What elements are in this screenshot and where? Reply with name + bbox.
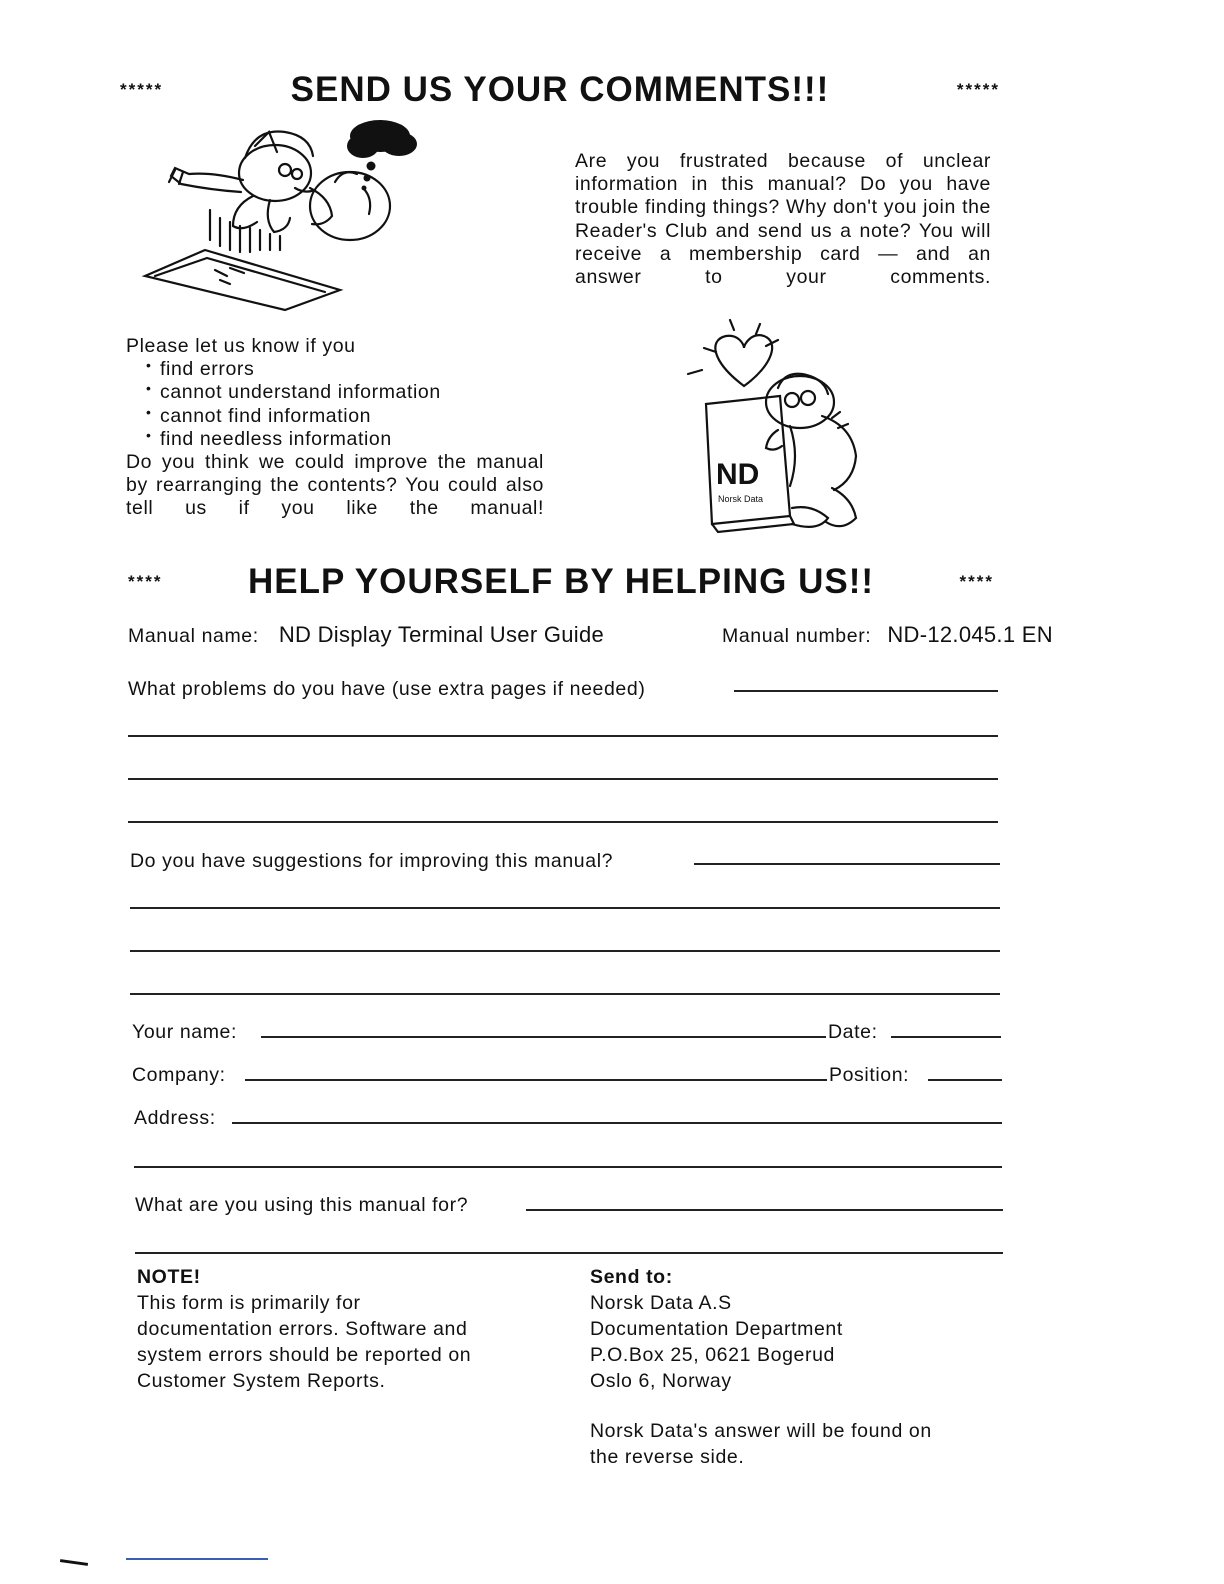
suggestions-field-line-3[interactable] bbox=[130, 950, 1000, 952]
send-to-line: Norsk Data A.S bbox=[590, 1292, 732, 1314]
book-logo-sub: Norsk Data bbox=[718, 494, 764, 504]
manual-name-label: Manual name: bbox=[128, 625, 259, 647]
using-for-field-line-1[interactable] bbox=[526, 1209, 1003, 1211]
your-name-label: Your name: bbox=[132, 1021, 238, 1043]
header-stars-right: ***** bbox=[956, 80, 1000, 99]
suggestions-label: Do you have suggestions for improving this manual? bbox=[130, 850, 614, 872]
list-item: • cannot understand information bbox=[160, 381, 544, 404]
problems-field-line-2[interactable] bbox=[128, 735, 998, 737]
heart-manual-illustration bbox=[682, 318, 892, 546]
let-us-know-section bbox=[126, 335, 544, 521]
let-us-know-follow: Do you think we could improve the manual by rearranging the contents? You could also tell us if you like the manual! bbox=[126, 451, 544, 520]
header-help-yourself bbox=[128, 560, 994, 604]
send-to-heading: Send to: bbox=[590, 1266, 673, 1288]
problems-field-line-3[interactable] bbox=[128, 778, 998, 780]
note-section bbox=[137, 1264, 567, 1394]
your-name-field[interactable] bbox=[261, 1036, 826, 1038]
suggestions-field-line-4[interactable] bbox=[130, 993, 1000, 995]
position-label: Position: bbox=[829, 1064, 910, 1086]
note-heading: NOTE! bbox=[137, 1266, 201, 1288]
page-title: SEND US YOUR COMMENTS!!! bbox=[290, 70, 830, 109]
header2-stars-right: **** bbox=[959, 572, 994, 591]
let-us-know-list bbox=[126, 358, 544, 451]
problems-field-line-4[interactable] bbox=[128, 821, 998, 823]
company-field[interactable] bbox=[245, 1079, 827, 1081]
address-field-line-2[interactable] bbox=[134, 1166, 1002, 1168]
section-title: HELP YOURSELF BY HELPING US!! bbox=[247, 562, 875, 601]
position-field[interactable] bbox=[928, 1079, 1002, 1081]
suggestions-field-line-1[interactable] bbox=[694, 863, 1000, 865]
manual-number-row bbox=[722, 622, 1053, 648]
cut-mark-line bbox=[126, 1558, 268, 1560]
note-line: system errors should be reported on bbox=[137, 1344, 472, 1366]
let-us-know-lead: Please let us know if you bbox=[126, 335, 356, 357]
suggestions-field-line-2[interactable] bbox=[130, 907, 1000, 909]
header2-stars-left: **** bbox=[128, 572, 163, 591]
flying-reader-illustration bbox=[135, 118, 425, 318]
note-line: This form is primarily for bbox=[137, 1292, 361, 1314]
using-for-field-line-2[interactable] bbox=[135, 1252, 1003, 1254]
problems-field-line-1[interactable] bbox=[734, 690, 998, 692]
using-for-label: What are you using this manual for? bbox=[135, 1194, 469, 1216]
manual-name-value: ND Display Terminal User Guide bbox=[278, 622, 605, 647]
note-line: Customer System Reports. bbox=[137, 1370, 386, 1392]
company-label: Company: bbox=[132, 1064, 226, 1086]
answer-line: Norsk Data's answer will be found on bbox=[590, 1420, 932, 1442]
address-field-line-1[interactable] bbox=[232, 1122, 1002, 1124]
date-field[interactable] bbox=[891, 1036, 1001, 1038]
edge-mark bbox=[60, 1559, 88, 1566]
list-item: • find needless information bbox=[160, 428, 544, 451]
send-to-line: Oslo 6, Norway bbox=[590, 1370, 732, 1392]
send-to-line: P.O.Box 25, 0621 Bogerud bbox=[590, 1344, 835, 1366]
answer-line: the reverse side. bbox=[590, 1446, 745, 1468]
address-label: Address: bbox=[134, 1107, 216, 1129]
send-to-line: Documentation Department bbox=[590, 1318, 843, 1340]
note-line: documentation errors. Software and bbox=[137, 1318, 468, 1340]
list-item: • find errors bbox=[160, 358, 544, 381]
header-send-comments bbox=[120, 68, 1000, 112]
problems-label: What problems do you have (use extra pages if needed) bbox=[128, 678, 646, 700]
intro-paragraph: Are you frustrated because of unclear information in this manual? Do you have trouble finding things? Why don't you join the Reader's Club and send us a note? You will receive a membership card — and an answer to your comments. bbox=[575, 150, 991, 289]
manual-name-row bbox=[128, 622, 604, 648]
manual-number-label: Manual number: bbox=[722, 625, 872, 647]
list-item: • cannot find information bbox=[160, 405, 544, 428]
send-to-section bbox=[590, 1264, 1010, 1470]
header-stars-left: ***** bbox=[120, 80, 164, 99]
manual-number-value: ND-12.045.1 EN bbox=[887, 622, 1053, 647]
book-logo-label: ND bbox=[716, 458, 760, 491]
date-label: Date: bbox=[828, 1021, 878, 1043]
